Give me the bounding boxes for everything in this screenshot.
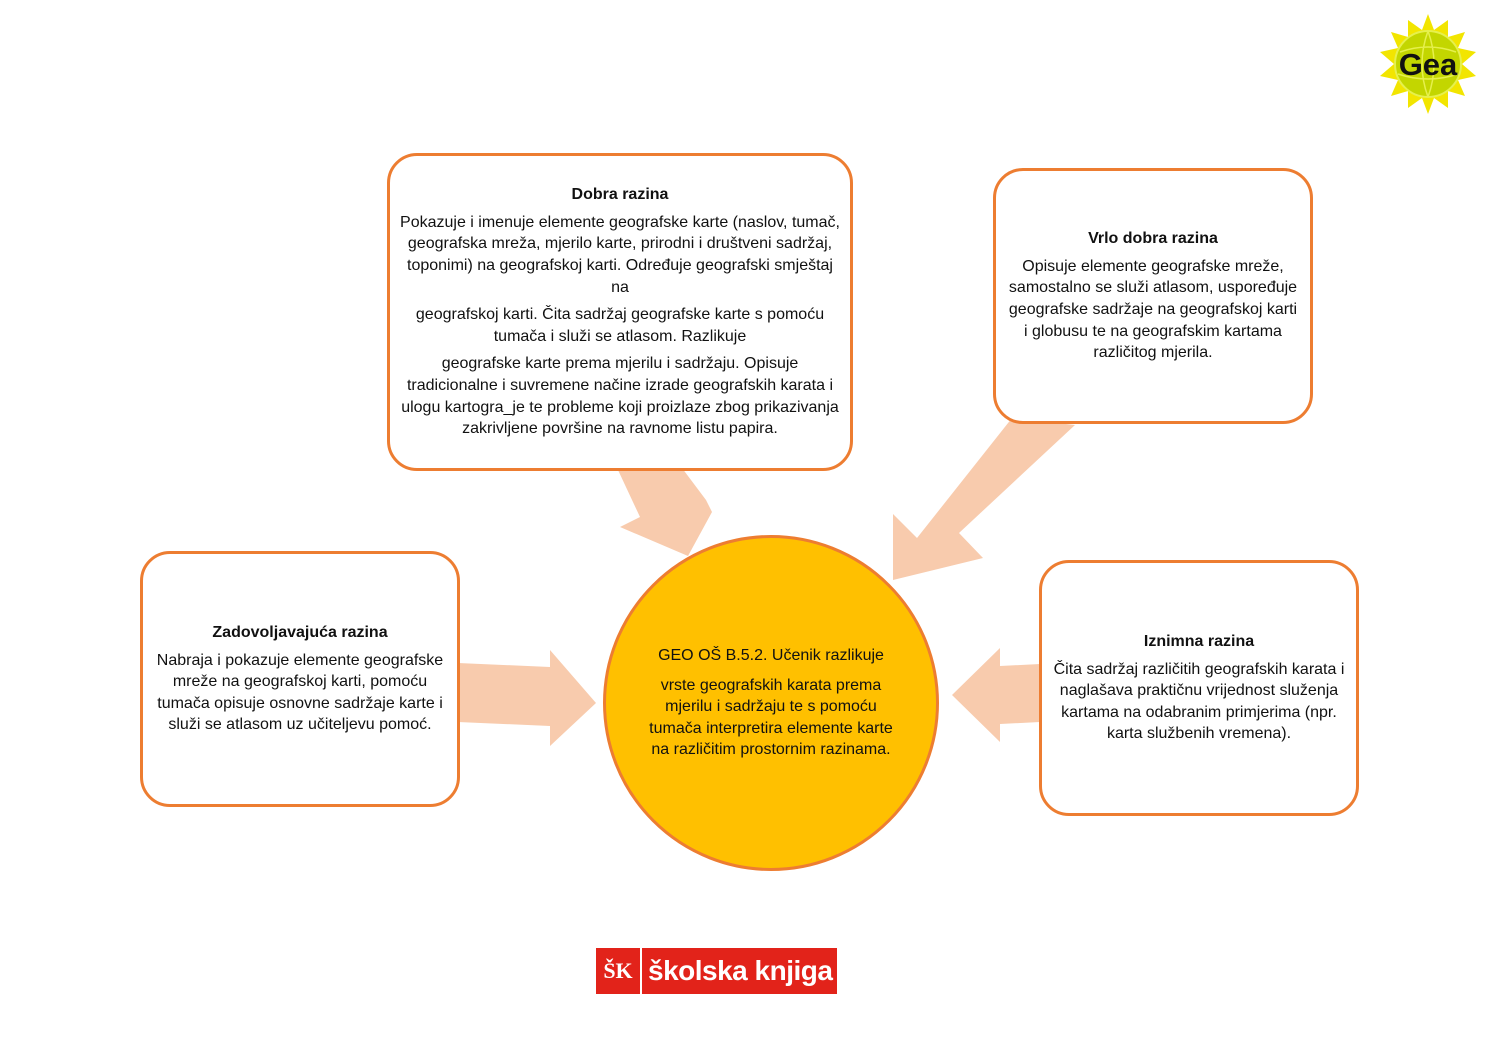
level-description: Nabraja i pokazuje elemente geografske mreže na geografskoj karti, pomoću tumača opisuje osnovne sadržaje karte i služi se atlasom uz učiteljevu pomoć.: [156, 651, 444, 734]
level-title: Zadovoljavajuća razina: [212, 624, 388, 642]
arrow-iznimna-to-center: [952, 648, 1040, 742]
level-description: Čita sadržaj različitih geografskih karata i naglašava praktičnu vrijednost služenja kartama na odabranim primjerima (npr. karta službenih vremena).: [1053, 660, 1345, 743]
sk-brand-name: školska knjiga: [648, 955, 833, 986]
skolska-knjiga-logo: [596, 948, 837, 994]
outcome-heading: GEO OŠ B.5.2. Učenik razlikuje: [658, 647, 884, 665]
learning-outcome-circle: [603, 535, 939, 871]
level-title: Iznimna razina: [1143, 633, 1255, 651]
level-box-vrlo-dobra: [993, 168, 1313, 424]
level-box-zadovoljavajuca: [140, 551, 460, 807]
level-description: Pokazuje i imenuje elemente geografske karte (naslov, tumač, geografska mreža, mjerilo karte, prirodni i društveni sadržaj, toponimi) na geografskoj karti. Određuje geografski smještaj na: [400, 213, 840, 296]
level-description: geografskoj karti. Čita sadržaj geografske karte s pomoću tumača i služi se atlasom. Razlikuje: [415, 306, 825, 345]
sk-monogram: ŠK: [596, 948, 642, 994]
level-description: Opisuje elemente geografske mreže, samostalno se služi atlasom, uspoređuje geografske sadržaje na geografskoj karti i globusu te na geografskim kartama različitog mjerila.: [1008, 257, 1298, 362]
level-description: geografske karte prema mjerilu i sadržaju. Opisuje tradicionalne i suvremene načine izrade geografskih karata i ulogu kartogra_je te probleme koji proizlaze zbog prikazivanja zakrivljene površine na ravnome listu papira.: [401, 355, 839, 438]
outcome-description: vrste geografskih karata prema mjerilu i sadržaju te s pomoću tumača interpretira elemente karte na različitim prostornim razinama.: [649, 676, 893, 759]
arrow-zadovoljavajuca-to-center: [458, 650, 596, 746]
gea-logo: [1376, 12, 1480, 116]
gea-logo-text: Gea: [1398, 47, 1458, 82]
level-box-dobra: [387, 153, 853, 471]
level-box-iznimna: [1039, 560, 1359, 816]
arrow-vrlo-dobra-to-center: [893, 418, 1075, 580]
level-title: Vrlo dobra razina: [1088, 230, 1218, 248]
level-title: Dobra razina: [571, 186, 669, 204]
arrow-dobra-to-center: [618, 460, 712, 556]
